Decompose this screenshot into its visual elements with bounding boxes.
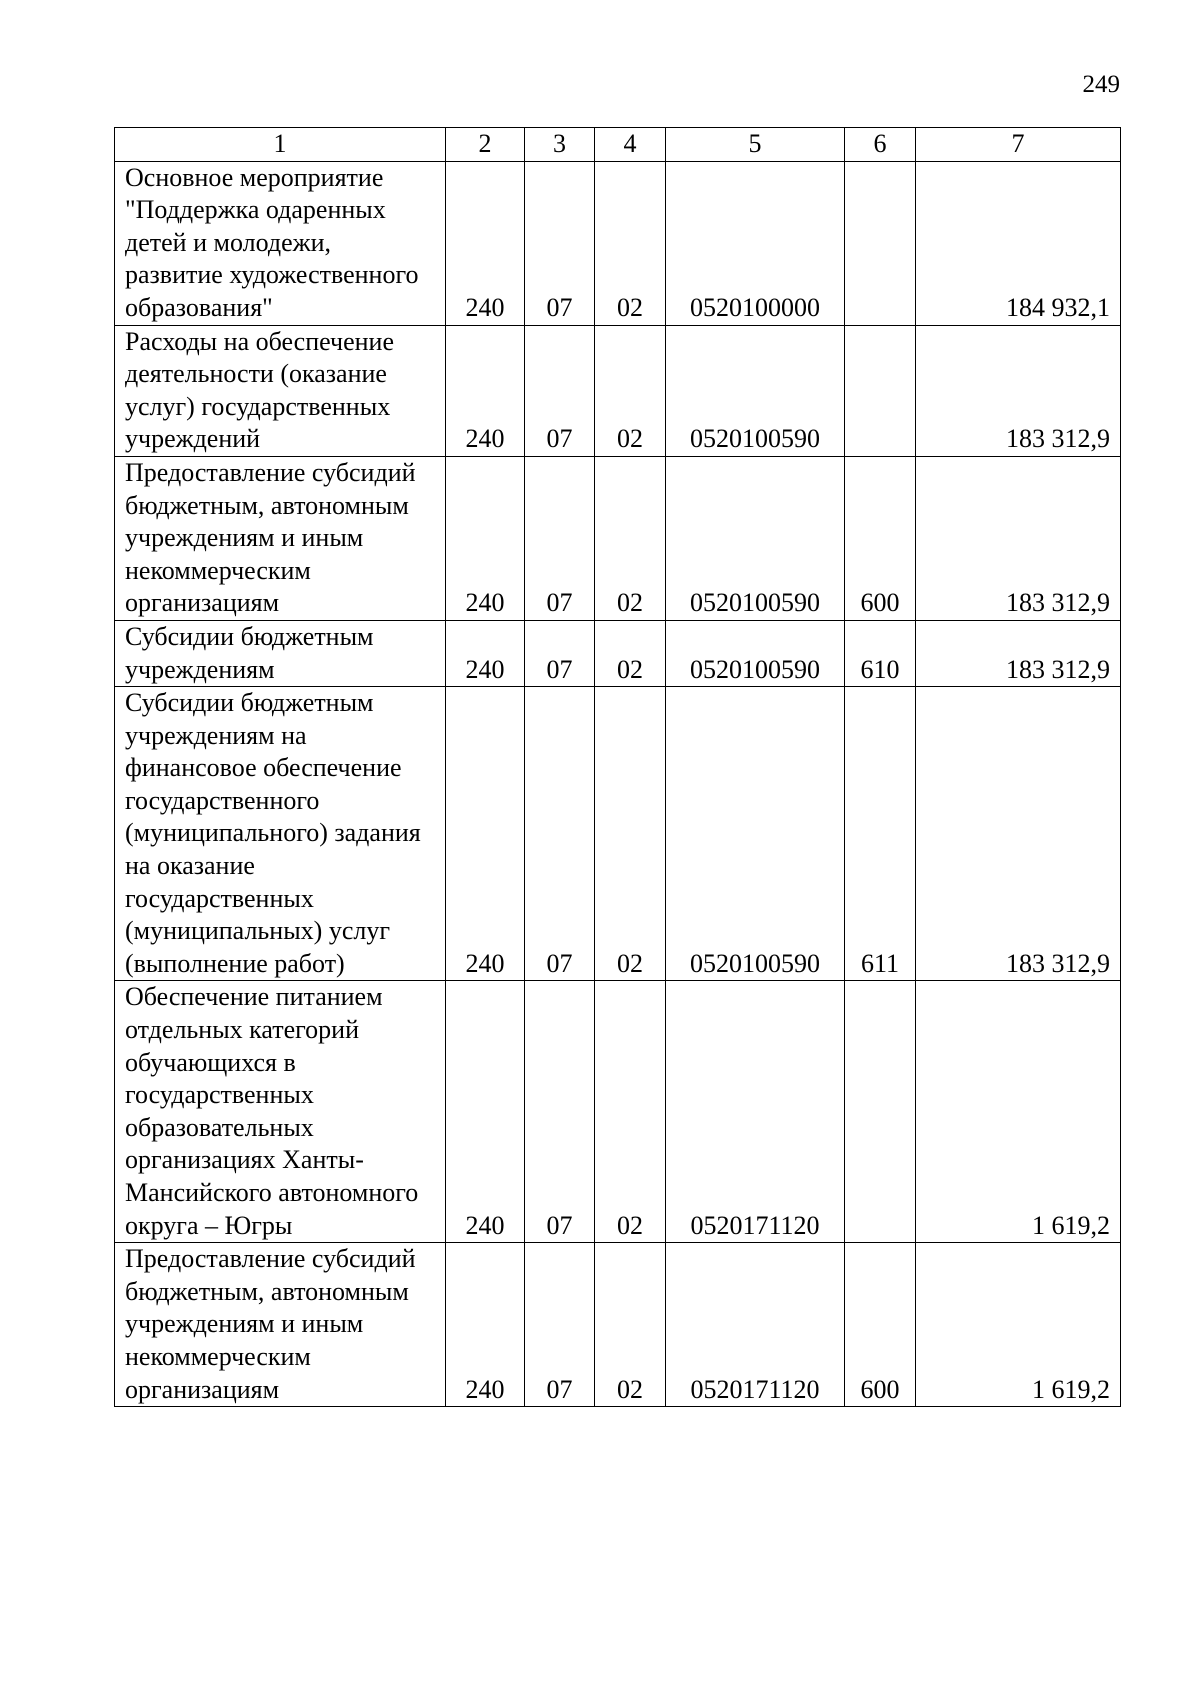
table-row	[115, 456, 1121, 620]
column-header: 2	[446, 128, 525, 162]
row-expense-type	[845, 161, 916, 325]
column-header: 5	[666, 128, 845, 162]
row-name: Основное мероприятие "Поддержка одаренных детей и молодежи, развитие художественного образования"	[115, 161, 446, 325]
row-target-code: 0520100590	[666, 325, 845, 456]
row-target-code: 0520100590	[666, 687, 845, 981]
row-grbs: 240	[446, 161, 525, 325]
column-header: 1	[115, 128, 446, 162]
row-grbs: 240	[446, 981, 525, 1243]
column-header: 7	[916, 128, 1121, 162]
row-subsection: 02	[595, 325, 666, 456]
table-row	[115, 981, 1121, 1243]
row-amount: 183 312,9	[916, 456, 1121, 620]
row-name: Расходы на обеспечение деятельности (оказание услуг) государственных учреждений	[115, 325, 446, 456]
column-header: 3	[525, 128, 595, 162]
row-subsection: 02	[595, 456, 666, 620]
row-expense-type: 600	[845, 456, 916, 620]
row-amount: 1 619,2	[916, 1243, 1121, 1407]
row-expense-type: 611	[845, 687, 916, 981]
row-amount: 183 312,9	[916, 325, 1121, 456]
row-grbs: 240	[446, 1243, 525, 1407]
row-grbs: 240	[446, 620, 525, 686]
row-amount: 183 312,9	[916, 687, 1121, 981]
row-grbs: 240	[446, 325, 525, 456]
row-amount: 1 619,2	[916, 981, 1121, 1243]
table-row	[115, 325, 1121, 456]
row-grbs: 240	[446, 456, 525, 620]
row-section: 07	[525, 456, 595, 620]
row-section: 07	[525, 1243, 595, 1407]
row-expense-type	[845, 981, 916, 1243]
row-name: Субсидии бюджетным учреждениям на финансовое обеспечение государственного (муниципального) задания на оказание государственных (муниципальных) услуг (выполнение работ)	[115, 687, 446, 981]
row-name: Субсидии бюджетным учреждениям	[115, 620, 446, 686]
row-grbs: 240	[446, 687, 525, 981]
page-number: 249	[1082, 71, 1120, 98]
row-subsection: 02	[595, 981, 666, 1243]
row-amount: 183 312,9	[916, 620, 1121, 686]
row-target-code: 0520100000	[666, 161, 845, 325]
row-name: Обеспечение питанием отдельных категорий обучающихся в государственных образовательных организациях Ханты-Мансийского автономного округа – Югры	[115, 981, 446, 1243]
row-amount: 184 932,1	[916, 161, 1121, 325]
row-section: 07	[525, 981, 595, 1243]
row-subsection: 02	[595, 161, 666, 325]
row-subsection: 02	[595, 1243, 666, 1407]
row-name: Предоставление субсидий бюджетным, автономным учреждениям и иным некоммерческим организациям	[115, 1243, 446, 1407]
row-target-code: 0520171120	[666, 1243, 845, 1407]
row-expense-type: 600	[845, 1243, 916, 1407]
table-header-row	[115, 128, 1121, 162]
budget-table	[114, 127, 1121, 1407]
column-header: 4	[595, 128, 666, 162]
row-expense-type: 610	[845, 620, 916, 686]
table-row	[115, 687, 1121, 981]
row-target-code: 0520171120	[666, 981, 845, 1243]
column-header: 6	[845, 128, 916, 162]
row-name: Предоставление субсидий бюджетным, автономным учреждениям и иным некоммерческим организациям	[115, 456, 446, 620]
table-row	[115, 620, 1121, 686]
row-subsection: 02	[595, 687, 666, 981]
row-section: 07	[525, 161, 595, 325]
row-section: 07	[525, 620, 595, 686]
table-row	[115, 1243, 1121, 1407]
row-subsection: 02	[595, 620, 666, 686]
row-target-code: 0520100590	[666, 620, 845, 686]
table-row	[115, 161, 1121, 325]
row-target-code: 0520100590	[666, 456, 845, 620]
row-expense-type	[845, 325, 916, 456]
row-section: 07	[525, 687, 595, 981]
row-section: 07	[525, 325, 595, 456]
